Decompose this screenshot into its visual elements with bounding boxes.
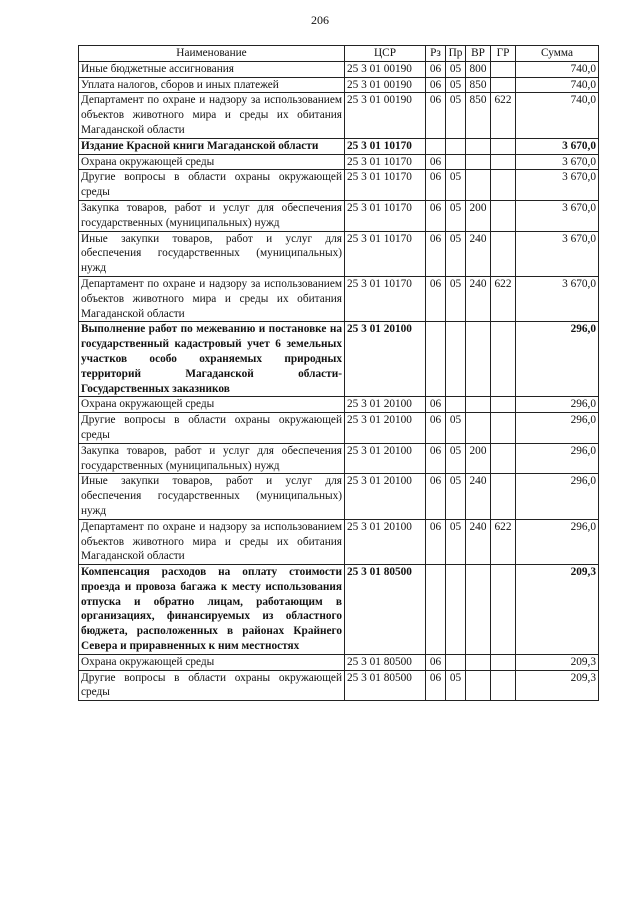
header-name: Наименование [79,46,345,62]
cell-rz: 06 [426,77,446,93]
table-row [79,565,599,655]
cell-vr [466,670,491,701]
cell-vr [466,154,491,170]
cell-sum: 296,0 [516,397,599,413]
cell-rz: 06 [426,276,446,321]
cell-pr: 05 [446,474,466,519]
cell-name: Другие вопросы в области охраны окружающей среды [79,413,345,444]
cell-vr: 850 [466,77,491,93]
cell-vr [466,654,491,670]
cell-pr: 05 [446,77,466,93]
cell-name: Охрана окружающей среды [79,397,345,413]
cell-sum: 740,0 [516,77,599,93]
table-row [79,670,599,701]
cell-csr: 25 3 01 10170 [345,138,426,154]
cell-csr: 25 3 01 20100 [345,413,426,444]
cell-vr: 240 [466,519,491,564]
cell-sum: 296,0 [516,474,599,519]
cell-name: Выполнение работ по межеванию и постановке на государственный кадастровый учет 6 земельных участков особо охраняемых природных территорий Магаданской области-Государственных заказников [79,322,345,397]
header-sum: Сумма [516,46,599,62]
cell-pr [446,397,466,413]
cell-gr [491,138,516,154]
cell-csr: 25 3 01 80500 [345,565,426,655]
cell-sum: 296,0 [516,519,599,564]
cell-pr [446,138,466,154]
cell-name: Компенсация расходов на оплату стоимости проезда и провоза багажа к месту использования отпуска и обратно лицам, работающим в организациях, финансируемых из областного бюджета, расположенных в районах Крайнего Севера и приравненных к ним местностях [79,565,345,655]
cell-rz: 06 [426,93,446,138]
header-vr: ВР [466,46,491,62]
header-csr: ЦСР [345,46,426,62]
cell-rz: 06 [426,397,446,413]
table-row [79,276,599,321]
page-number: 206 [311,13,329,27]
cell-gr [491,154,516,170]
table-row [79,322,599,397]
cell-csr: 25 3 01 10170 [345,154,426,170]
cell-rz: 06 [426,413,446,444]
cell-pr [446,154,466,170]
cell-gr: 622 [491,93,516,138]
cell-name: Издание Красной книги Магаданской области [79,138,345,154]
cell-sum: 3 670,0 [516,170,599,201]
cell-rz: 06 [426,170,446,201]
table-row [79,519,599,564]
table-row [79,413,599,444]
cell-sum: 296,0 [516,413,599,444]
cell-name: Департамент по охране и надзору за использованием объектов животного мира и среды их обитания Магаданской области [79,519,345,564]
cell-sum: 209,3 [516,670,599,701]
cell-gr [491,654,516,670]
cell-gr: 622 [491,519,516,564]
cell-rz [426,138,446,154]
table-row [79,93,599,138]
table-row [79,443,599,474]
cell-pr: 05 [446,413,466,444]
cell-pr: 05 [446,170,466,201]
cell-sum: 3 670,0 [516,276,599,321]
cell-name: Департамент по охране и надзору за использованием объектов животного мира и среды их обитания Магаданской области [79,276,345,321]
cell-name: Иные бюджетные ассигнования [79,61,345,77]
cell-name: Иные закупки товаров, работ и услуг для обеспечения государственных (муниципальных) нужд [79,231,345,276]
cell-csr: 25 3 01 20100 [345,322,426,397]
cell-pr [446,322,466,397]
cell-vr: 240 [466,231,491,276]
cell-rz: 06 [426,474,446,519]
cell-vr [466,138,491,154]
cell-csr: 25 3 01 20100 [345,474,426,519]
cell-sum: 740,0 [516,61,599,77]
cell-csr: 25 3 01 10170 [345,231,426,276]
cell-vr [466,397,491,413]
cell-vr [466,413,491,444]
cell-gr [491,670,516,701]
cell-sum: 3 670,0 [516,200,599,231]
cell-sum: 3 670,0 [516,231,599,276]
cell-rz: 06 [426,654,446,670]
cell-pr [446,565,466,655]
cell-csr: 25 3 01 10170 [345,170,426,201]
cell-gr [491,565,516,655]
cell-gr [491,200,516,231]
header-pr: Пр [446,46,466,62]
cell-gr [491,322,516,397]
cell-gr [491,397,516,413]
cell-gr [491,170,516,201]
cell-gr [491,61,516,77]
cell-rz: 06 [426,61,446,77]
cell-csr: 25 3 01 20100 [345,397,426,413]
cell-vr: 850 [466,93,491,138]
cell-rz: 06 [426,231,446,276]
cell-pr: 05 [446,443,466,474]
table-row [79,77,599,93]
cell-csr: 25 3 01 20100 [345,519,426,564]
table-row [79,654,599,670]
cell-vr [466,170,491,201]
cell-csr: 25 3 01 00190 [345,61,426,77]
table-row [79,231,599,276]
cell-rz: 06 [426,519,446,564]
cell-csr: 25 3 01 00190 [345,93,426,138]
cell-csr: 25 3 01 80500 [345,670,426,701]
cell-name: Охрана окружающей среды [79,154,345,170]
cell-rz: 06 [426,200,446,231]
cell-vr: 240 [466,474,491,519]
cell-name: Департамент по охране и надзору за использованием объектов животного мира и среды их обитания Магаданской области [79,93,345,138]
header-rz: Рз [426,46,446,62]
cell-rz [426,565,446,655]
cell-vr [466,565,491,655]
cell-gr [491,443,516,474]
cell-gr [491,474,516,519]
cell-name: Охрана окружающей среды [79,654,345,670]
cell-sum: 296,0 [516,443,599,474]
cell-csr: 25 3 01 80500 [345,654,426,670]
table-row [79,474,599,519]
table-row [79,397,599,413]
cell-pr: 05 [446,670,466,701]
cell-rz: 06 [426,443,446,474]
cell-csr: 25 3 01 10170 [345,276,426,321]
cell-pr: 05 [446,231,466,276]
cell-sum: 209,3 [516,565,599,655]
header-gr: ГР [491,46,516,62]
table-row [79,200,599,231]
cell-pr: 05 [446,200,466,231]
budget-table [78,45,599,701]
cell-vr [466,322,491,397]
cell-sum: 296,0 [516,322,599,397]
cell-sum: 3 670,0 [516,138,599,154]
cell-name: Закупка товаров, работ и услуг для обеспечения государственных (муниципальных) нужд [79,200,345,231]
cell-gr [491,231,516,276]
cell-pr [446,654,466,670]
cell-gr [491,77,516,93]
table-header-row [79,46,599,62]
cell-name: Иные закупки товаров, работ и услуг для обеспечения государственных (муниципальных) нужд [79,474,345,519]
cell-vr: 800 [466,61,491,77]
cell-csr: 25 3 01 10170 [345,200,426,231]
cell-name: Закупка товаров, работ и услуг для обеспечения государственных (муниципальных) нужд [79,443,345,474]
cell-rz [426,322,446,397]
cell-gr [491,413,516,444]
cell-pr: 05 [446,61,466,77]
cell-pr: 05 [446,519,466,564]
cell-rz: 06 [426,670,446,701]
cell-pr: 05 [446,93,466,138]
cell-rz: 06 [426,154,446,170]
table-row [79,170,599,201]
cell-pr: 05 [446,276,466,321]
cell-vr: 200 [466,200,491,231]
cell-sum: 3 670,0 [516,154,599,170]
cell-vr: 240 [466,276,491,321]
cell-csr: 25 3 01 00190 [345,77,426,93]
table-row [79,61,599,77]
cell-sum: 209,3 [516,654,599,670]
table-row [79,138,599,154]
cell-csr: 25 3 01 20100 [345,443,426,474]
table-row [79,154,599,170]
cell-vr: 200 [466,443,491,474]
cell-sum: 740,0 [516,93,599,138]
cell-name: Другие вопросы в области охраны окружающей среды [79,170,345,201]
cell-name: Уплата налогов, сборов и иных платежей [79,77,345,93]
cell-gr: 622 [491,276,516,321]
cell-name: Другие вопросы в области охраны окружающей среды [79,670,345,701]
